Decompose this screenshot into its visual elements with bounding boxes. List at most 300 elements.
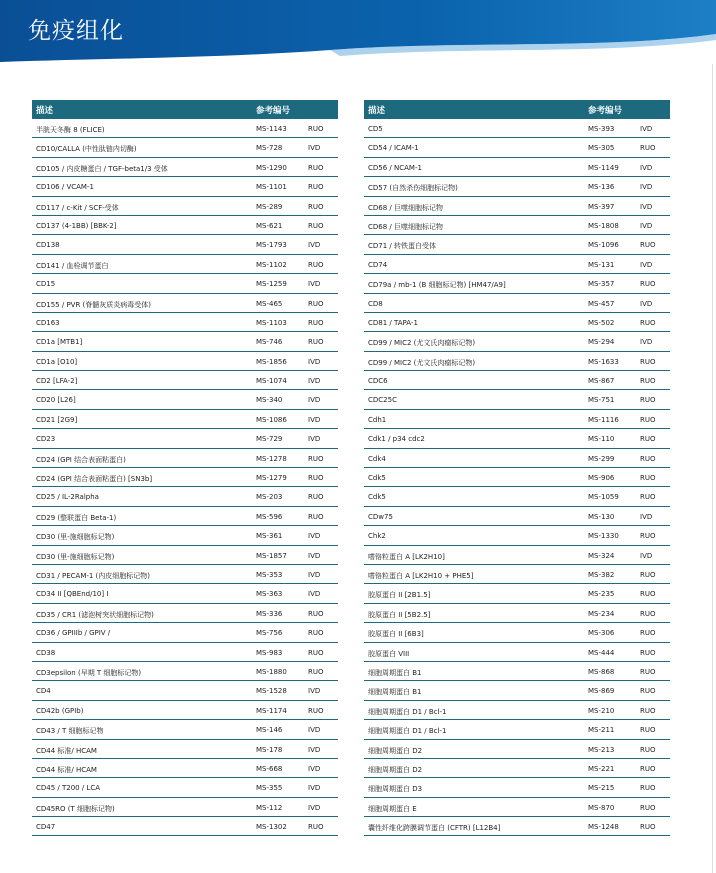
table-row (364, 526, 670, 545)
cell-usage-type: RUO (640, 629, 656, 638)
cell-usage-type: IVD (308, 280, 321, 289)
table-row (32, 294, 338, 313)
cell-usage-type: RUO (308, 163, 324, 172)
table-row (364, 371, 670, 390)
cell-description: CD30 (里-施细胞标记物) (36, 552, 115, 561)
cell-usage-type: RUO (640, 609, 656, 618)
page-edge-divider (712, 64, 713, 873)
cell-description: CD155 / PVR (脊髓灰质炎病毒受体) (36, 300, 152, 309)
cell-description: CD163 (36, 318, 60, 327)
cell-description: Cdh1 (368, 415, 387, 424)
cell-reference-code: MS-110 (588, 435, 615, 444)
cell-reference-code: MS-235 (588, 590, 615, 599)
table-row (32, 429, 338, 448)
cell-usage-type: RUO (640, 396, 656, 405)
cell-usage-type: RUO (640, 745, 656, 754)
table-row (32, 410, 338, 429)
column-header-desc: 描述 (368, 106, 386, 116)
table-row (32, 759, 338, 778)
cell-description: CD4 (36, 687, 51, 696)
table-row (364, 235, 670, 254)
cell-description: CD42b (GPIb) (36, 706, 84, 715)
cell-description: CD29 (整联蛋白 Beta-1) (36, 513, 117, 522)
cell-reference-code: MS-299 (588, 454, 615, 463)
cell-usage-type: IVD (640, 338, 653, 347)
cell-usage-type: RUO (308, 823, 324, 832)
table-row (32, 487, 338, 506)
cell-usage-type: IVD (308, 570, 321, 579)
cell-reference-code: MS-234 (588, 609, 615, 618)
cell-reference-code: MS-1259 (256, 280, 287, 289)
cell-description: CD34 II [QBEnd/10] I (36, 590, 109, 599)
cell-reference-code: MS-1116 (588, 415, 619, 424)
cell-reference-code: MS-1633 (588, 357, 619, 366)
table-row (32, 584, 338, 603)
cell-description: CDw75 (368, 512, 393, 521)
table-row (364, 197, 670, 216)
table-row (364, 274, 670, 293)
cell-reference-code: MS-596 (256, 512, 283, 521)
cell-description: CD25 / IL-2Ralpha (36, 493, 99, 502)
cell-usage-type: RUO (308, 454, 324, 463)
cell-usage-type: RUO (308, 512, 324, 521)
table-row (32, 778, 338, 797)
cell-usage-type: IVD (308, 745, 321, 754)
cell-usage-type: RUO (640, 318, 656, 327)
table-row (364, 701, 670, 720)
cell-usage-type: IVD (308, 532, 321, 541)
cell-usage-type: RUO (308, 318, 324, 327)
table-row (32, 235, 338, 254)
cell-usage-type: RUO (640, 241, 656, 250)
cell-reference-code: MS-1143 (256, 125, 287, 133)
cell-description: 囊性纤维化跨膜调节蛋白 (CFTR) [L12B4] (368, 824, 501, 833)
cell-description: CD35 / CR1 (滤泡树突状细胞标记物) (36, 610, 154, 619)
cell-description: CD47 (36, 823, 56, 832)
cell-usage-type: RUO (640, 415, 656, 424)
cell-usage-type: IVD (640, 125, 653, 133)
header-banner (0, 0, 716, 62)
table-row (364, 158, 670, 177)
cell-reference-code: MS-1102 (256, 260, 287, 269)
table-row (364, 352, 670, 371)
cell-usage-type: RUO (308, 260, 324, 269)
table-row (364, 759, 670, 778)
cell-usage-type: RUO (640, 280, 656, 289)
cell-description: 细胞周期蛋白 D2 (368, 746, 423, 755)
column-header-code: 参考编号 (588, 106, 623, 116)
cell-description: CD141 / 血栓调节蛋白 (36, 261, 109, 270)
cell-usage-type: IVD (308, 590, 321, 599)
cell-reference-code: MS-1330 (588, 532, 619, 541)
cell-description: 胶原蛋白 II [5B2.5] (368, 610, 431, 619)
cell-usage-type: IVD (308, 377, 321, 386)
cell-usage-type: RUO (640, 474, 656, 483)
cell-description: 细胞周期蛋白 B1 (368, 668, 422, 677)
cell-description: CD99 / MIC2 (尤文氏肉瘤标记物) (368, 358, 476, 367)
cell-usage-type: IVD (640, 512, 653, 521)
table-row (364, 643, 670, 662)
table-row (32, 507, 338, 526)
cell-usage-type: RUO (640, 726, 656, 735)
cell-description: CD105 / 内皮糖蛋白 / TGF-beta1/3 受体 (36, 164, 168, 173)
cell-reference-code: MS-1880 (256, 667, 287, 676)
table-row (32, 720, 338, 739)
cell-description: 细胞周期蛋白 D1 / Bcl-1 (368, 727, 447, 736)
cell-usage-type: RUO (308, 474, 324, 483)
cell-reference-code: MS-1248 (588, 823, 619, 832)
cell-reference-code: MS-1149 (588, 163, 619, 172)
table-row (364, 817, 670, 836)
table-row (364, 138, 670, 157)
table-row (364, 313, 670, 332)
cell-usage-type: IVD (640, 551, 653, 560)
cell-description: CD24 (GPI 结合表面粘蛋白) [SN3b] (36, 475, 153, 484)
cell-description: CD24 (GPI 结合表面粘蛋白) (36, 455, 126, 464)
cell-reference-code: MS-870 (588, 803, 615, 812)
cell-description: CD99 / MIC2 (尤文氏肉瘤标记物) (368, 339, 476, 348)
cell-usage-type: RUO (308, 183, 324, 192)
cell-description: Cdk4 (368, 454, 386, 463)
table-row (32, 468, 338, 487)
cell-description: CD45RO (T 细胞标记物) (36, 804, 115, 813)
cell-usage-type: RUO (308, 609, 324, 618)
cell-description: CD3epsilon (早期 T 细胞标记物) (36, 668, 142, 677)
cell-reference-code: MS-112 (256, 803, 283, 812)
cell-reference-code: MS-729 (256, 435, 283, 444)
cell-usage-type: IVD (640, 183, 653, 192)
table-row (32, 565, 338, 584)
cell-reference-code: MS-131 (588, 260, 615, 269)
table-row (364, 623, 670, 642)
table-row (32, 332, 338, 351)
cell-description: CD56 / NCAM-1 (368, 163, 422, 172)
cell-usage-type: IVD (308, 357, 321, 366)
cell-reference-code: MS-1101 (256, 183, 287, 192)
table-row (32, 798, 338, 817)
table-row (32, 643, 338, 662)
table-row (32, 449, 338, 468)
cell-description: CD38 (36, 648, 56, 657)
cell-reference-code: MS-221 (588, 764, 615, 773)
table-row (32, 177, 338, 196)
cell-usage-type: IVD (308, 764, 321, 773)
table-row (32, 623, 338, 642)
cell-description: CD68 / 巨噬细胞标记物 (368, 203, 443, 212)
cell-description: CD71 / 转铁蛋白受体 (368, 242, 436, 251)
cell-reference-code: MS-465 (256, 299, 283, 308)
table-row (364, 740, 670, 759)
cell-reference-code: MS-340 (256, 396, 283, 405)
page-title: 免疫组化 (28, 18, 124, 44)
table-row (32, 255, 338, 274)
cell-reference-code: MS-1174 (256, 706, 287, 715)
cell-reference-code: MS-130 (588, 512, 615, 521)
cell-description: CD1a [O10] (36, 357, 78, 366)
cell-description: CD137 (4-1BB) [BBK-2] (36, 221, 117, 230)
cell-reference-code: MS-1074 (256, 377, 287, 386)
cell-description: CD44 标准/ HCAM (36, 765, 97, 774)
table-row (32, 216, 338, 235)
cell-usage-type: RUO (640, 667, 656, 676)
cell-description: 细胞周期蛋白 B1 (368, 688, 422, 697)
table-row (364, 720, 670, 739)
cell-reference-code: MS-382 (588, 570, 615, 579)
table-row (364, 604, 670, 623)
cell-description: 细胞周期蛋白 E (368, 804, 417, 813)
table-row (364, 565, 670, 584)
table-row (32, 274, 338, 293)
cell-description: 细胞周期蛋白 D2 (368, 765, 423, 774)
cell-reference-code: MS-361 (256, 532, 283, 541)
table-header (32, 100, 338, 119)
table-row (32, 197, 338, 216)
cell-usage-type: RUO (308, 202, 324, 211)
cell-description: CDC6 (368, 377, 388, 386)
table-row (364, 449, 670, 468)
cell-usage-type: RUO (640, 706, 656, 715)
cell-reference-code: MS-353 (256, 570, 283, 579)
cell-reference-code: MS-1856 (256, 357, 287, 366)
cell-reference-code: MS-1528 (256, 687, 287, 696)
cell-usage-type: RUO (640, 454, 656, 463)
cell-reference-code: MS-751 (588, 396, 615, 405)
cell-usage-type: IVD (308, 396, 321, 405)
table-row (364, 662, 670, 681)
cell-usage-type: RUO (640, 823, 656, 832)
cell-reference-code: MS-746 (256, 338, 283, 347)
cell-description: 胶原蛋白 VIII (368, 649, 410, 658)
cell-reference-code: MS-289 (256, 202, 283, 211)
cell-usage-type: RUO (308, 667, 324, 676)
cell-description: CD5 (368, 125, 383, 133)
cell-usage-type: IVD (308, 803, 321, 812)
cell-usage-type: RUO (308, 648, 324, 657)
cell-description: Cdk1 / p34 cdc2 (368, 435, 425, 444)
cell-reference-code: MS-211 (588, 726, 615, 735)
cell-usage-type: RUO (640, 590, 656, 599)
table-row (364, 681, 670, 700)
table-row (364, 546, 670, 565)
cell-reference-code: MS-305 (588, 144, 615, 153)
cell-reference-code: MS-146 (256, 726, 283, 735)
cell-description: Chk2 (368, 532, 386, 541)
cell-reference-code: MS-306 (588, 629, 615, 638)
table-body (32, 119, 338, 836)
cell-reference-code: MS-355 (256, 784, 283, 793)
cell-description: CD21 [2G9] (36, 415, 78, 424)
cell-description: 嗜铬粒蛋白 A [LK2H10 + PHE5] (368, 571, 474, 580)
cell-usage-type: RUO (640, 784, 656, 793)
table-row (32, 546, 338, 565)
cell-description: CD106 / VCAM-1 (36, 183, 94, 192)
cell-description: CD79a / mb-1 (B 细胞标记物) [HM47/A9] (368, 281, 506, 290)
cell-usage-type: IVD (308, 241, 321, 250)
cell-usage-type: RUO (308, 125, 324, 133)
cell-usage-type: IVD (308, 144, 321, 153)
table-row (364, 468, 670, 487)
cell-usage-type: IVD (308, 687, 321, 696)
cell-description: CD23 (36, 435, 56, 444)
cell-reference-code: MS-728 (256, 144, 283, 153)
cell-reference-code: MS-1059 (588, 493, 619, 502)
cell-usage-type: IVD (640, 221, 653, 230)
table-row (32, 138, 338, 157)
cell-description: CD43 / T 细胞标记物 (36, 727, 104, 736)
cell-description: CD31 / PECAM-1 (内皮细胞标记物) (36, 571, 151, 580)
cell-description: 半胱天冬酶 8 (FLICE) (36, 126, 105, 134)
cell-reference-code: MS-336 (256, 609, 283, 618)
cell-usage-type: IVD (640, 202, 653, 211)
cell-usage-type: RUO (308, 299, 324, 308)
table-row (364, 429, 670, 448)
cell-usage-type: RUO (640, 570, 656, 579)
cell-usage-type: IVD (308, 551, 321, 560)
table-row (32, 390, 338, 409)
cell-usage-type: IVD (308, 726, 321, 735)
cell-usage-type: RUO (640, 144, 656, 153)
cell-description: 细胞周期蛋白 D3 (368, 785, 423, 794)
cell-usage-type: RUO (308, 706, 324, 715)
cell-reference-code: MS-1793 (256, 241, 287, 250)
cell-description: CD138 (36, 241, 60, 250)
cell-description: CD8 (368, 299, 383, 308)
table-row (32, 526, 338, 545)
cell-description: CD45 / T200 / LCA (36, 784, 101, 793)
cell-reference-code: MS-983 (256, 648, 283, 657)
cell-reference-code: MS-1302 (256, 823, 287, 832)
cell-description: 胶原蛋白 II [6B3] (368, 630, 424, 639)
cell-reference-code: MS-1096 (588, 241, 619, 250)
antibody-table-right (364, 100, 670, 836)
cell-description: CDC25C (368, 396, 397, 405)
cell-usage-type: RUO (640, 493, 656, 502)
table-row (364, 410, 670, 429)
cell-reference-code: MS-906 (588, 474, 615, 483)
cell-description: 嗜铬粒蛋白 A [LK2H10] (368, 552, 445, 561)
cell-usage-type: IVD (640, 163, 653, 172)
table-row (364, 177, 670, 196)
table-row (364, 584, 670, 603)
table-row (364, 255, 670, 274)
cell-description: 细胞周期蛋白 D1 / Bcl-1 (368, 707, 447, 716)
cell-reference-code: MS-867 (588, 377, 615, 386)
cell-usage-type: RUO (640, 648, 656, 657)
cell-description: CD1a [MTB1] (36, 338, 83, 347)
cell-usage-type: RUO (640, 435, 656, 444)
cell-description: CD30 (里-施细胞标记物) (36, 533, 115, 542)
cell-reference-code: MS-869 (588, 687, 615, 696)
cell-usage-type: IVD (308, 784, 321, 793)
cell-reference-code: MS-444 (588, 648, 615, 657)
table-header (364, 100, 670, 119)
table-row (364, 778, 670, 797)
cell-description: CD10/CALLA (中性肽链内切酶) (36, 145, 137, 154)
column-header-desc: 描述 (36, 106, 54, 116)
cell-reference-code: MS-457 (588, 299, 615, 308)
cell-reference-code: MS-1278 (256, 454, 287, 463)
table-row (364, 119, 670, 138)
table-row (32, 371, 338, 390)
cell-reference-code: MS-756 (256, 629, 283, 638)
cell-description: CD15 (36, 280, 56, 289)
cell-reference-code: MS-213 (588, 745, 615, 754)
cell-description: 胶原蛋白 II [2B1.5] (368, 591, 431, 600)
table-row (32, 604, 338, 623)
cell-reference-code: MS-294 (588, 338, 615, 347)
table-row (32, 313, 338, 332)
table-row (32, 701, 338, 720)
table-row (364, 487, 670, 506)
antibody-table-left (32, 100, 338, 836)
cell-reference-code: MS-1086 (256, 415, 287, 424)
cell-description: CD74 (368, 260, 388, 269)
table-row (364, 294, 670, 313)
cell-usage-type: IVD (640, 299, 653, 308)
cell-description: Cdk5 (368, 493, 386, 502)
cell-usage-type: RUO (640, 687, 656, 696)
cell-reference-code: MS-203 (256, 493, 283, 502)
cell-description: CD36 / GPIIIb / GPIV / (36, 629, 111, 638)
cell-usage-type: RUO (308, 493, 324, 502)
cell-description: CD68 / 巨噬细胞标记物 (368, 222, 443, 231)
cell-description: CD57 (自然杀伤细胞标记物) (368, 184, 458, 193)
table-row (32, 352, 338, 371)
cell-usage-type: IVD (308, 435, 321, 444)
cell-reference-code: MS-178 (256, 745, 283, 754)
cell-reference-code: MS-621 (256, 221, 283, 230)
cell-usage-type: RUO (640, 357, 656, 366)
cell-description: CD117 / c-Kit / SCF-受体 (36, 203, 119, 212)
column-header-code: 参考编号 (256, 106, 291, 116)
cell-description: CD54 / ICAM-1 (368, 144, 419, 153)
cell-description: CD81 / TAPA-1 (368, 318, 418, 327)
cell-reference-code: MS-215 (588, 784, 615, 793)
cell-usage-type: RUO (640, 532, 656, 541)
table-row (32, 740, 338, 759)
table-row (32, 681, 338, 700)
table-row (364, 798, 670, 817)
cell-reference-code: MS-357 (588, 280, 615, 289)
table-row (364, 216, 670, 235)
cell-usage-type: RUO (640, 377, 656, 386)
cell-reference-code: MS-1103 (256, 318, 287, 327)
cell-reference-code: MS-1808 (588, 221, 619, 230)
cell-reference-code: MS-363 (256, 590, 283, 599)
cell-usage-type: RUO (640, 764, 656, 773)
cell-reference-code: MS-868 (588, 667, 615, 676)
cell-reference-code: MS-502 (588, 318, 615, 327)
table-row (364, 390, 670, 409)
cell-usage-type: RUO (308, 221, 324, 230)
table-body (364, 119, 670, 836)
cell-reference-code: MS-1857 (256, 551, 287, 560)
table-row (364, 332, 670, 351)
cell-description: Cdk5 (368, 474, 386, 483)
table-row (364, 507, 670, 526)
cell-reference-code: MS-324 (588, 551, 615, 560)
cell-usage-type: IVD (640, 260, 653, 269)
cell-usage-type: IVD (308, 415, 321, 424)
table-row (32, 817, 338, 836)
cell-description: CD2 [LFA-2] (36, 377, 78, 386)
cell-usage-type: RUO (640, 803, 656, 812)
table-row (32, 158, 338, 177)
cell-reference-code: MS-397 (588, 202, 615, 211)
cell-reference-code: MS-136 (588, 183, 615, 192)
cell-reference-code: MS-393 (588, 125, 615, 133)
cell-reference-code: MS-668 (256, 764, 283, 773)
